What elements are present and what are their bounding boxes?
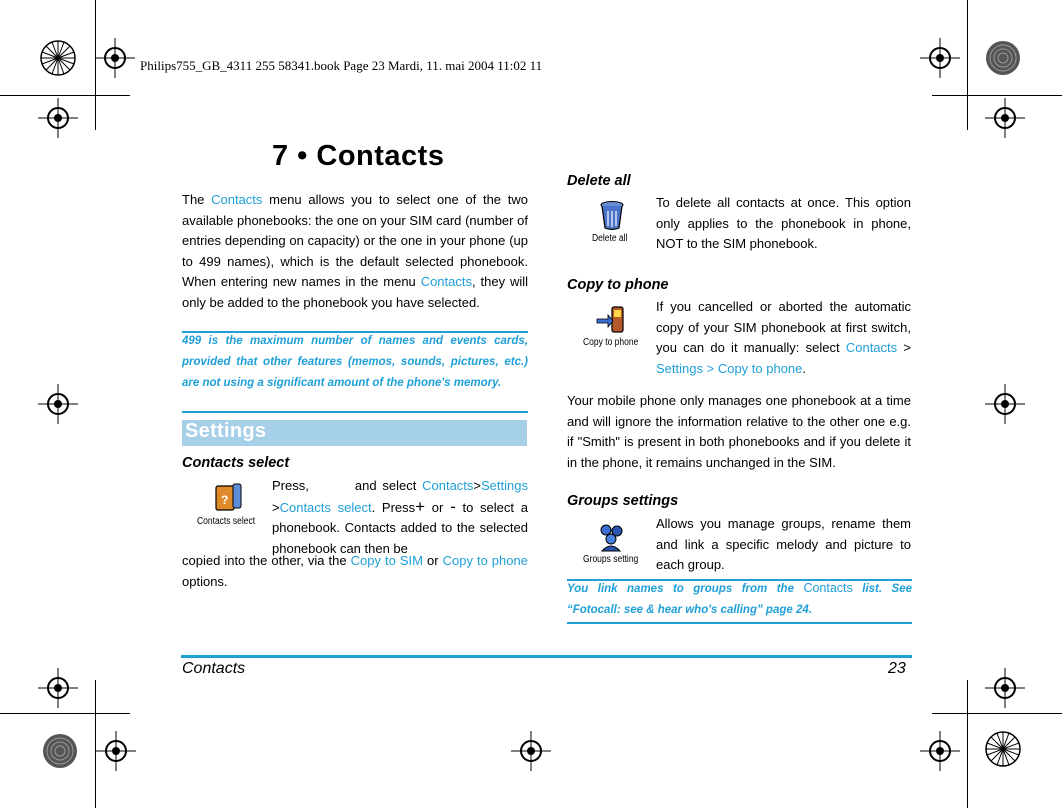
note2-rule-bottom — [567, 622, 912, 624]
trash-icon — [597, 199, 627, 231]
groups-settings-heading: Groups settings — [567, 493, 679, 509]
crop-line — [0, 713, 130, 714]
settings-section-title: Settings — [185, 420, 267, 442]
footer-section-title: Contacts — [182, 660, 246, 677]
groups-settings-text: Allows you manage groups, rename them and link a specific melody and picture to each group. — [656, 516, 911, 573]
registration-mark-icon — [38, 384, 78, 424]
crop-line — [967, 680, 968, 808]
groups-setting-icon-label: Groups setting — [583, 554, 639, 565]
registration-mark-icon — [920, 38, 960, 78]
crop-line — [967, 0, 968, 130]
contacts-select-icon-label: Contacts select — [197, 516, 256, 527]
memory-note: 499 is the maximum number of names and events cards, provided that other features (memos, sounds, pictures, etc.) are not using a significant amount of the phone's memory. — [182, 335, 528, 389]
plus-key-icon: + — [415, 496, 426, 516]
phonebook-paragraph: Your mobile phone only manages one phonebook at a time and will ignore the information relative to the other one e.g. if "Smith" is present in both phonebooks and if you delete it in the phone, it remains unchanged in the SIM. — [567, 393, 911, 470]
contacts-link: Contacts — [211, 192, 263, 207]
contacts-select-text: Press, and select Contacts>Settings >Contacts select. Press+ or - to select a phonebook. Contacts added to the selected phonebook can then be — [272, 478, 528, 556]
starburst-mark-icon — [985, 731, 1021, 767]
copy-to-sim-link: Copy to SIM — [350, 553, 423, 568]
registration-mark-icon — [920, 731, 960, 771]
print-header: Philips755_GB_4311 255 58341.book Page 23 Mardi, 11. mai 2004 11:02 11 — [140, 58, 543, 73]
crop-line — [0, 95, 130, 96]
contacts-link: Contacts — [803, 581, 853, 595]
contacts-select-heading: Contacts select — [182, 455, 290, 471]
registration-mark-icon — [96, 731, 136, 771]
registration-mark-icon — [985, 668, 1025, 708]
contacts-select-icon — [213, 482, 243, 514]
delete-all-text: To delete all contacts at once. This option only applies to the phonebook in phone, NOT to the SIM phonebook. — [656, 195, 911, 252]
svg-text:?: ? — [221, 493, 229, 507]
registration-mark-icon — [511, 731, 551, 771]
minus-key-icon: - — [450, 496, 456, 516]
gray-disc-mark-icon — [985, 40, 1021, 76]
contacts-link: Contacts — [420, 274, 472, 290]
crop-line — [932, 713, 1062, 714]
contacts-select-text-cont: copied into the other, via the Copy to SIM or Copy to phone options. — [182, 553, 528, 589]
registration-mark-icon — [38, 98, 78, 138]
registration-mark-icon — [985, 384, 1025, 424]
registration-mark-icon — [95, 38, 135, 78]
footer-rule — [181, 655, 912, 658]
note-rule-bottom — [182, 411, 528, 413]
copy-to-phone-icon-label: Copy to phone — [583, 337, 639, 348]
settings-section-band — [182, 420, 527, 446]
gray-disc-mark-icon — [42, 733, 78, 769]
starburst-mark-icon — [40, 40, 76, 76]
groups-note: You link names to groups from the Contacts list. See “Fotocall: see & hear who's calling” page 24. — [567, 581, 912, 616]
copy-to-phone-text: If you cancelled or aborted the automatic copy of your SIM phonebook at first switch, you can do it manually: select Contacts > Settings > Copy to phone. — [656, 299, 911, 376]
crop-line — [932, 95, 1062, 96]
footer-page-number: 23 — [888, 660, 906, 677]
page-title: 7 • Contacts — [272, 140, 445, 172]
registration-mark-icon — [38, 668, 78, 708]
delete-all-heading: Delete all — [567, 173, 631, 189]
copy-to-phone-icon — [596, 305, 626, 335]
groups-icon — [597, 522, 627, 552]
intro-paragraph: The Contacts menu allows you to select one of the two available phonebooks: the one on your SIM card (number of entries depending on capacity) or the one in your phone (up to 499 names), which is the default selected phonebook. When entering new names in the menu Contacts, they will only be added to the phonebook you have selected. — [182, 192, 528, 310]
copy-to-phone-link: Copy to phone — [442, 553, 528, 568]
registration-mark-icon — [985, 98, 1025, 138]
delete-all-icon-label: Delete all — [592, 233, 628, 244]
copy-to-phone-heading: Copy to phone — [567, 277, 669, 293]
